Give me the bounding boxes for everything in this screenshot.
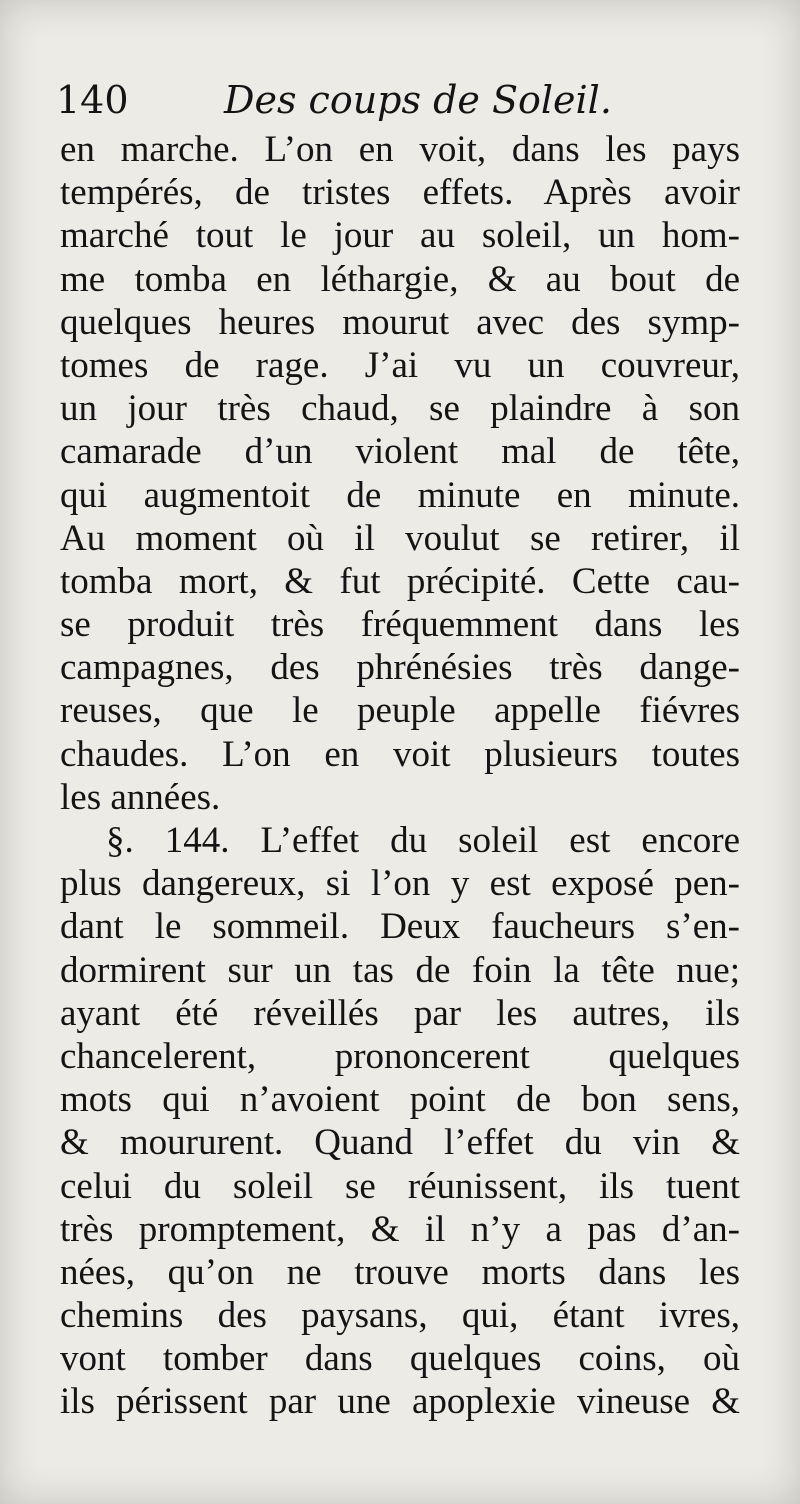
text-line: chemins des paysans, qui, étant ivres, <box>60 1295 740 1337</box>
text-line: en marche. L’on en voit, dans les pays <box>60 129 740 170</box>
text-line: camarade d’un violent mal de tête, <box>60 431 740 473</box>
text-line: plus dangereux, si l’on y est exposé pen- <box>60 863 740 905</box>
running-title: Des coups de Soleil. <box>224 78 612 122</box>
text-line: très promptement, & il n’y a pas d’an- <box>60 1208 740 1250</box>
text-line: dormirent sur un tas de foin la tête nue; <box>60 949 740 991</box>
text-line: me tomba en léthargie, & au bout de <box>60 258 740 300</box>
text-line: Au moment où il voulut se retirer, il <box>60 517 740 559</box>
text-line: ils périssent par une apoplexie vineuse & <box>60 1381 740 1423</box>
text-line: se produit très fréquemment dans les <box>60 604 740 646</box>
text-line: un jour très chaud, se plaindre à son <box>60 388 740 430</box>
text-line: dant le sommeil. Deux faucheurs s’en- <box>60 906 740 948</box>
body-text <box>60 128 740 1424</box>
text-line: tomba mort, & fut précipité. Cette cau- <box>60 560 740 602</box>
paragraph-end-line: les années. <box>60 776 221 818</box>
text-line: quelques heures mourut avec des symp- <box>60 301 740 343</box>
section-start-line: §. 144. L’effet du soleil est encore <box>106 820 740 861</box>
text-line: ayant été réveillés par les autres, ils <box>60 992 740 1034</box>
text-line: qui augmentoit de minute en minute. <box>60 474 740 516</box>
text-line: chaudes. L’on en voit plusieurs toutes <box>60 733 740 775</box>
text-line: campagnes, des phrénésies très dange- <box>60 647 740 689</box>
text-line: vont tomber dans quelques coins, où <box>60 1338 740 1380</box>
text-line: chancelerent, prononcerent quelques <box>60 1035 740 1077</box>
text-line: tempérés, de tristes effets. Après avoir <box>60 172 740 214</box>
running-head <box>56 70 756 130</box>
page-number: 140 <box>56 78 129 122</box>
text-line: reuses, que le peuple appelle fiévres <box>60 690 740 732</box>
text-line: marché tout le jour au soleil, un hom- <box>60 215 740 257</box>
text-line: mots qui n’avoient point de bon sens, <box>60 1079 740 1121</box>
text-line: celui du soleil se réunissent, ils tuent <box>60 1165 740 1207</box>
text-line: nées, qu’on ne trouve morts dans les <box>60 1251 740 1293</box>
text-line: tomes de rage. J’ai vu un couvreur, <box>60 344 740 386</box>
text-line: & moururent. Quand l’effet du vin & <box>60 1122 740 1164</box>
